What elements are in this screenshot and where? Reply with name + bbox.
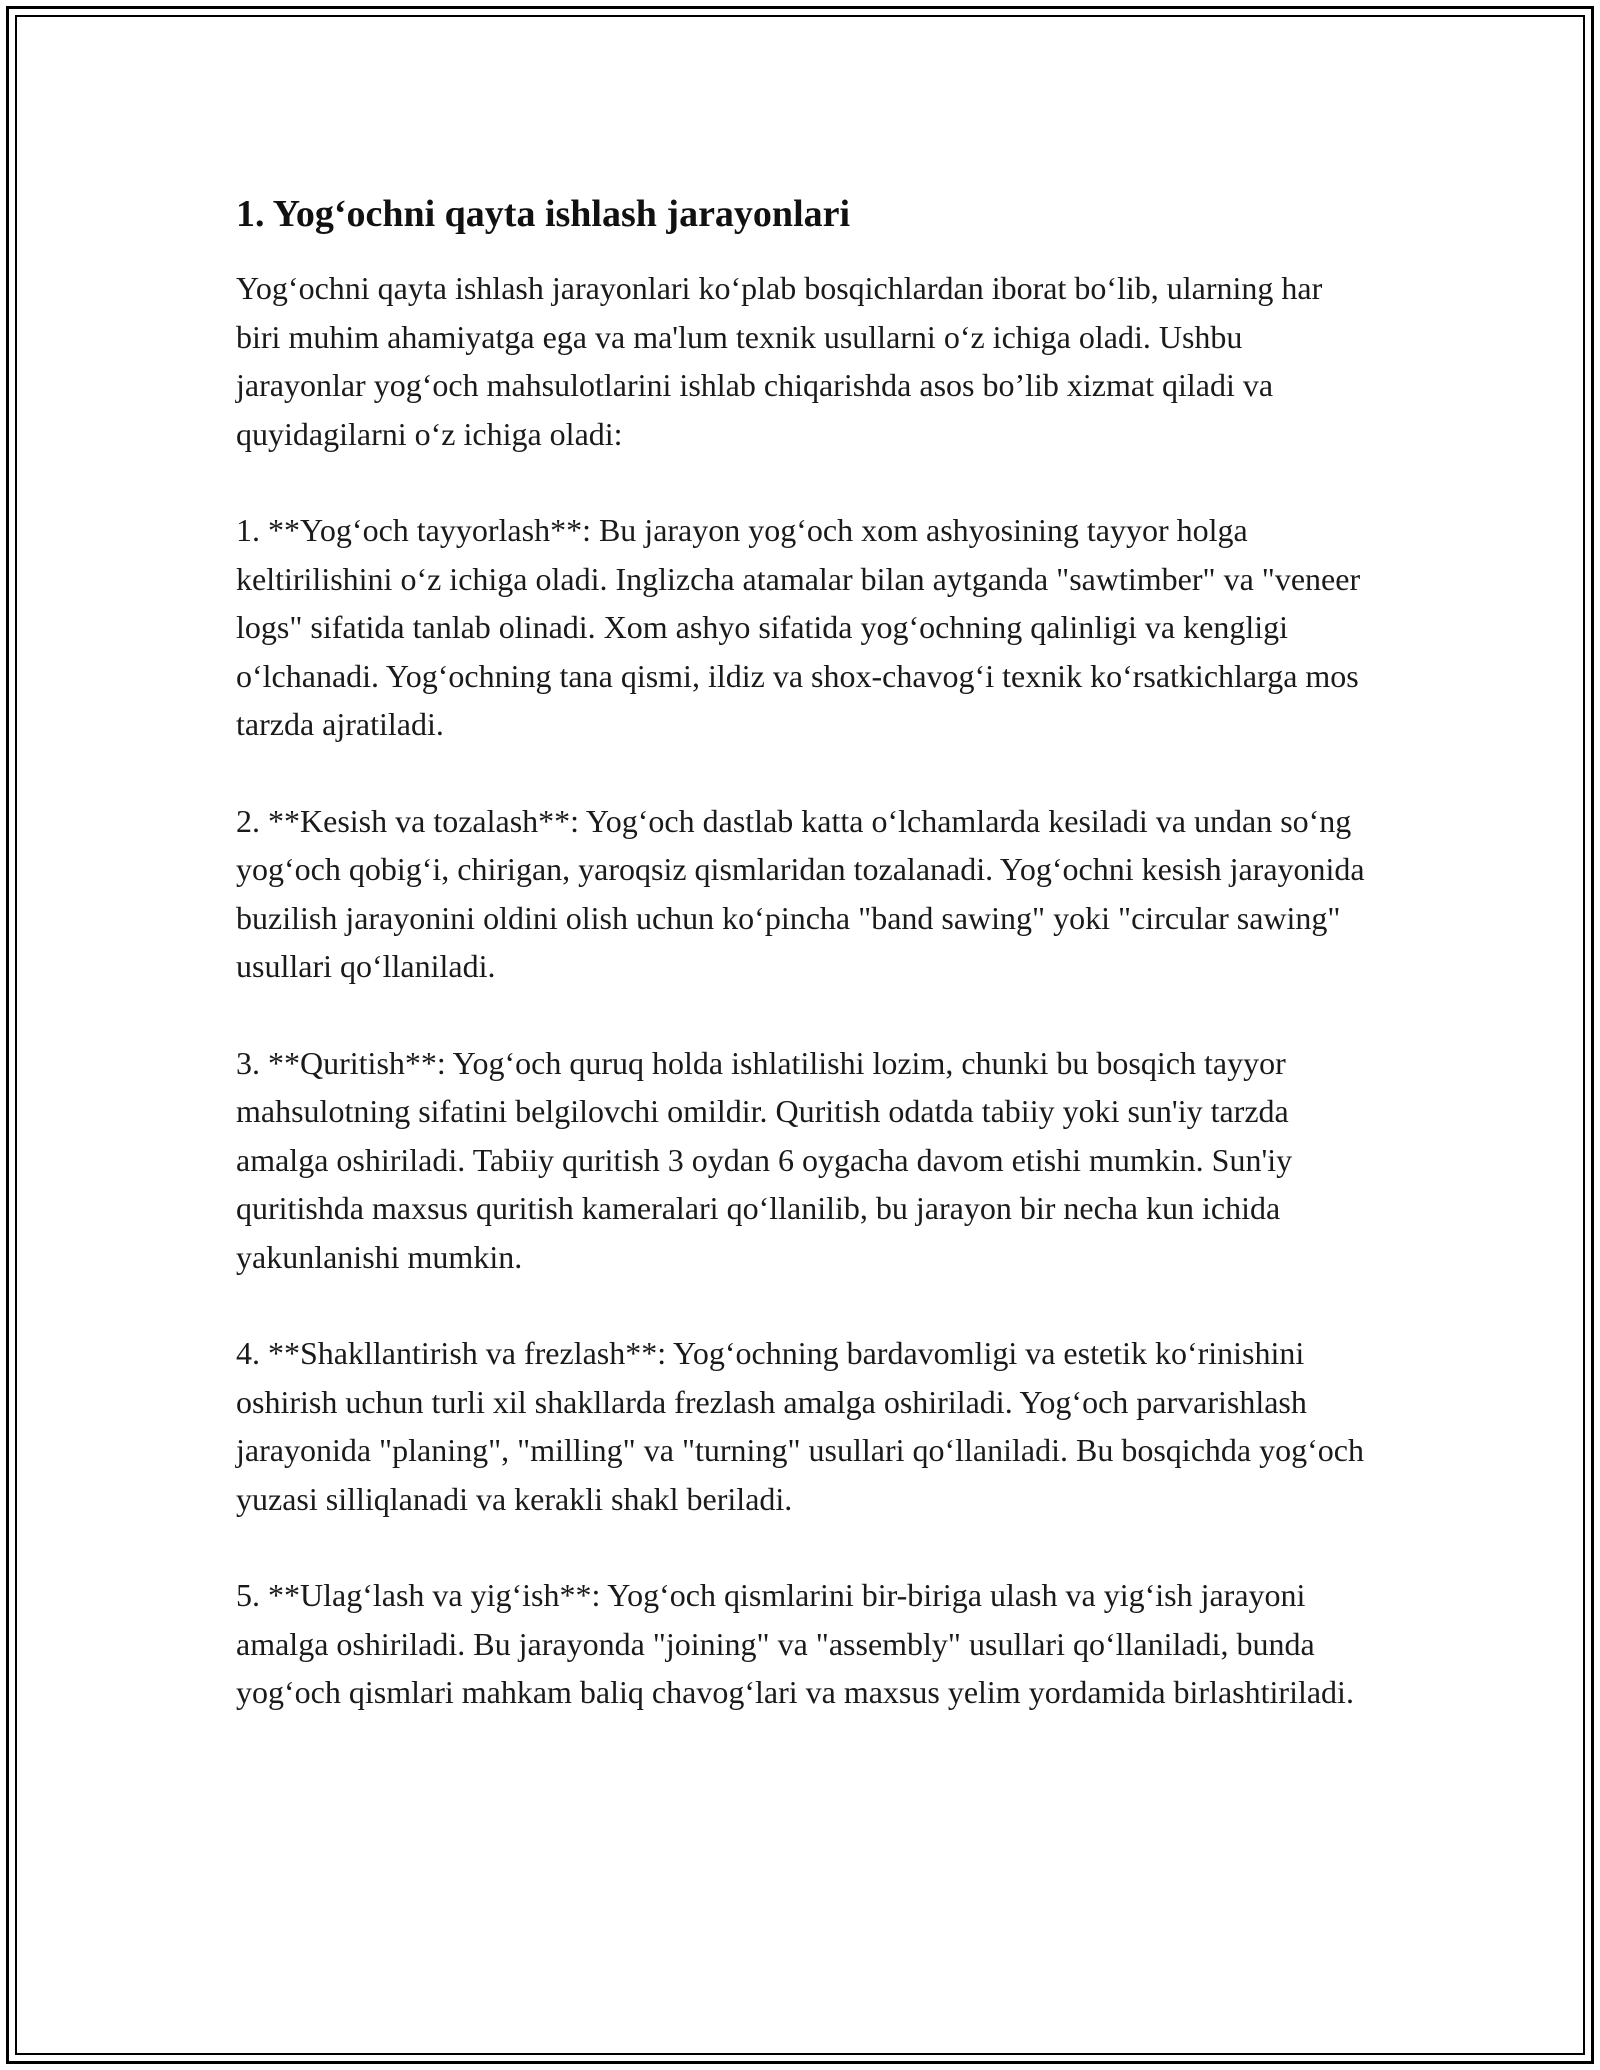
step-2-paragraph: 2. **Kesish va tozalash**: Yog‘och dastlab katta o‘lchamlarda kesiladi va undan so‘ng yog‘och qobig‘i, chirigan, yaroqsiz qismlaridan tozalanadi. Yog‘ochni kesish jarayonida buzilish jarayonini oldini olish uchun ko‘pincha "band sawing" yoki "circular sawing" usullari qo‘llaniladi. bbox=[236, 802, 1365, 984]
document-body bbox=[236, 186, 1366, 1765]
step-5-paragraph: 5. **Ulag‘lash va yig‘ish**: Yog‘och qismlarini bir-biriga ulash va yig‘ish jarayoni amalga oshiriladi. Bu jarayonda "joining" va "assembly" usullari qo‘llaniladi, bunda yog‘och qismlari mahkam baliq chavog‘lari va maxsus yelim yordamida birlashtiriladi. bbox=[236, 1577, 1354, 1710]
document-title: 1. Yog‘ochni qayta ishlash jarayonlari bbox=[236, 193, 851, 235]
step-1-paragraph: 1. **Yog‘och tayyorlash**: Bu jarayon yog‘och xom ashyosining tayyor holga keltirilishini o‘z ichiga oladi. Inglizcha atamalar bilan aytganda "sawtimber" va "veneer logs" sifatida tanlab olinadi. Xom ashyo sifatida yog‘ochning qalinligi va kengligi o‘lchanadi. Yog‘ochning tana qismi, ildiz va shox-chavog‘i texnik ko‘rsatkichlarga mos tarzda ajratiladi. bbox=[236, 512, 1361, 742]
step-4-paragraph: 4. **Shakllantirish va frezlash**: Yog‘ochning bardavomligi va estetik ko‘rinishini oshirish uchun turli xil shakllarda frezlash amalga oshiriladi. Yog‘och parvarishlash jarayonida "planing", "milling" va "turning" usullari qo‘llaniladi. Bu bosqichda yog‘och yuzasi silliqlanadi va kerakli shakl beriladi. bbox=[236, 1335, 1364, 1517]
intro-paragraph: Yog‘ochni qayta ishlash jarayonlari ko‘plab bosqichlardan iborat bo‘lib, ularning har biri muhim ahamiyatga ega va ma'lum texnik usullarni o‘z ichiga oladi. Ushbu jarayonlar yog‘och mahsulotlarini ishlab chiqarishda asos bo’lib xizmat qiladi va quyidagilarni o‘z ichiga oladi: bbox=[236, 270, 1323, 452]
step-3-paragraph: 3. **Quritish**: Yog‘och quruq holda ishlatilishi lozim, chunki bu bosqich tayyor mahsulotning sifatini belgilovchi omildir. Quritish odatda tabiiy yoki sun'iy tarzda amalga oshiriladi. Tabiiy quritish 3 oydan 6 oygacha davom etishi mumkin. Sun'iy quritishda maxsus quritish kameralari qo‘llanilib, bu jarayon bir necha kun ichida yakunlanishi mumkin. bbox=[236, 1044, 1293, 1275]
